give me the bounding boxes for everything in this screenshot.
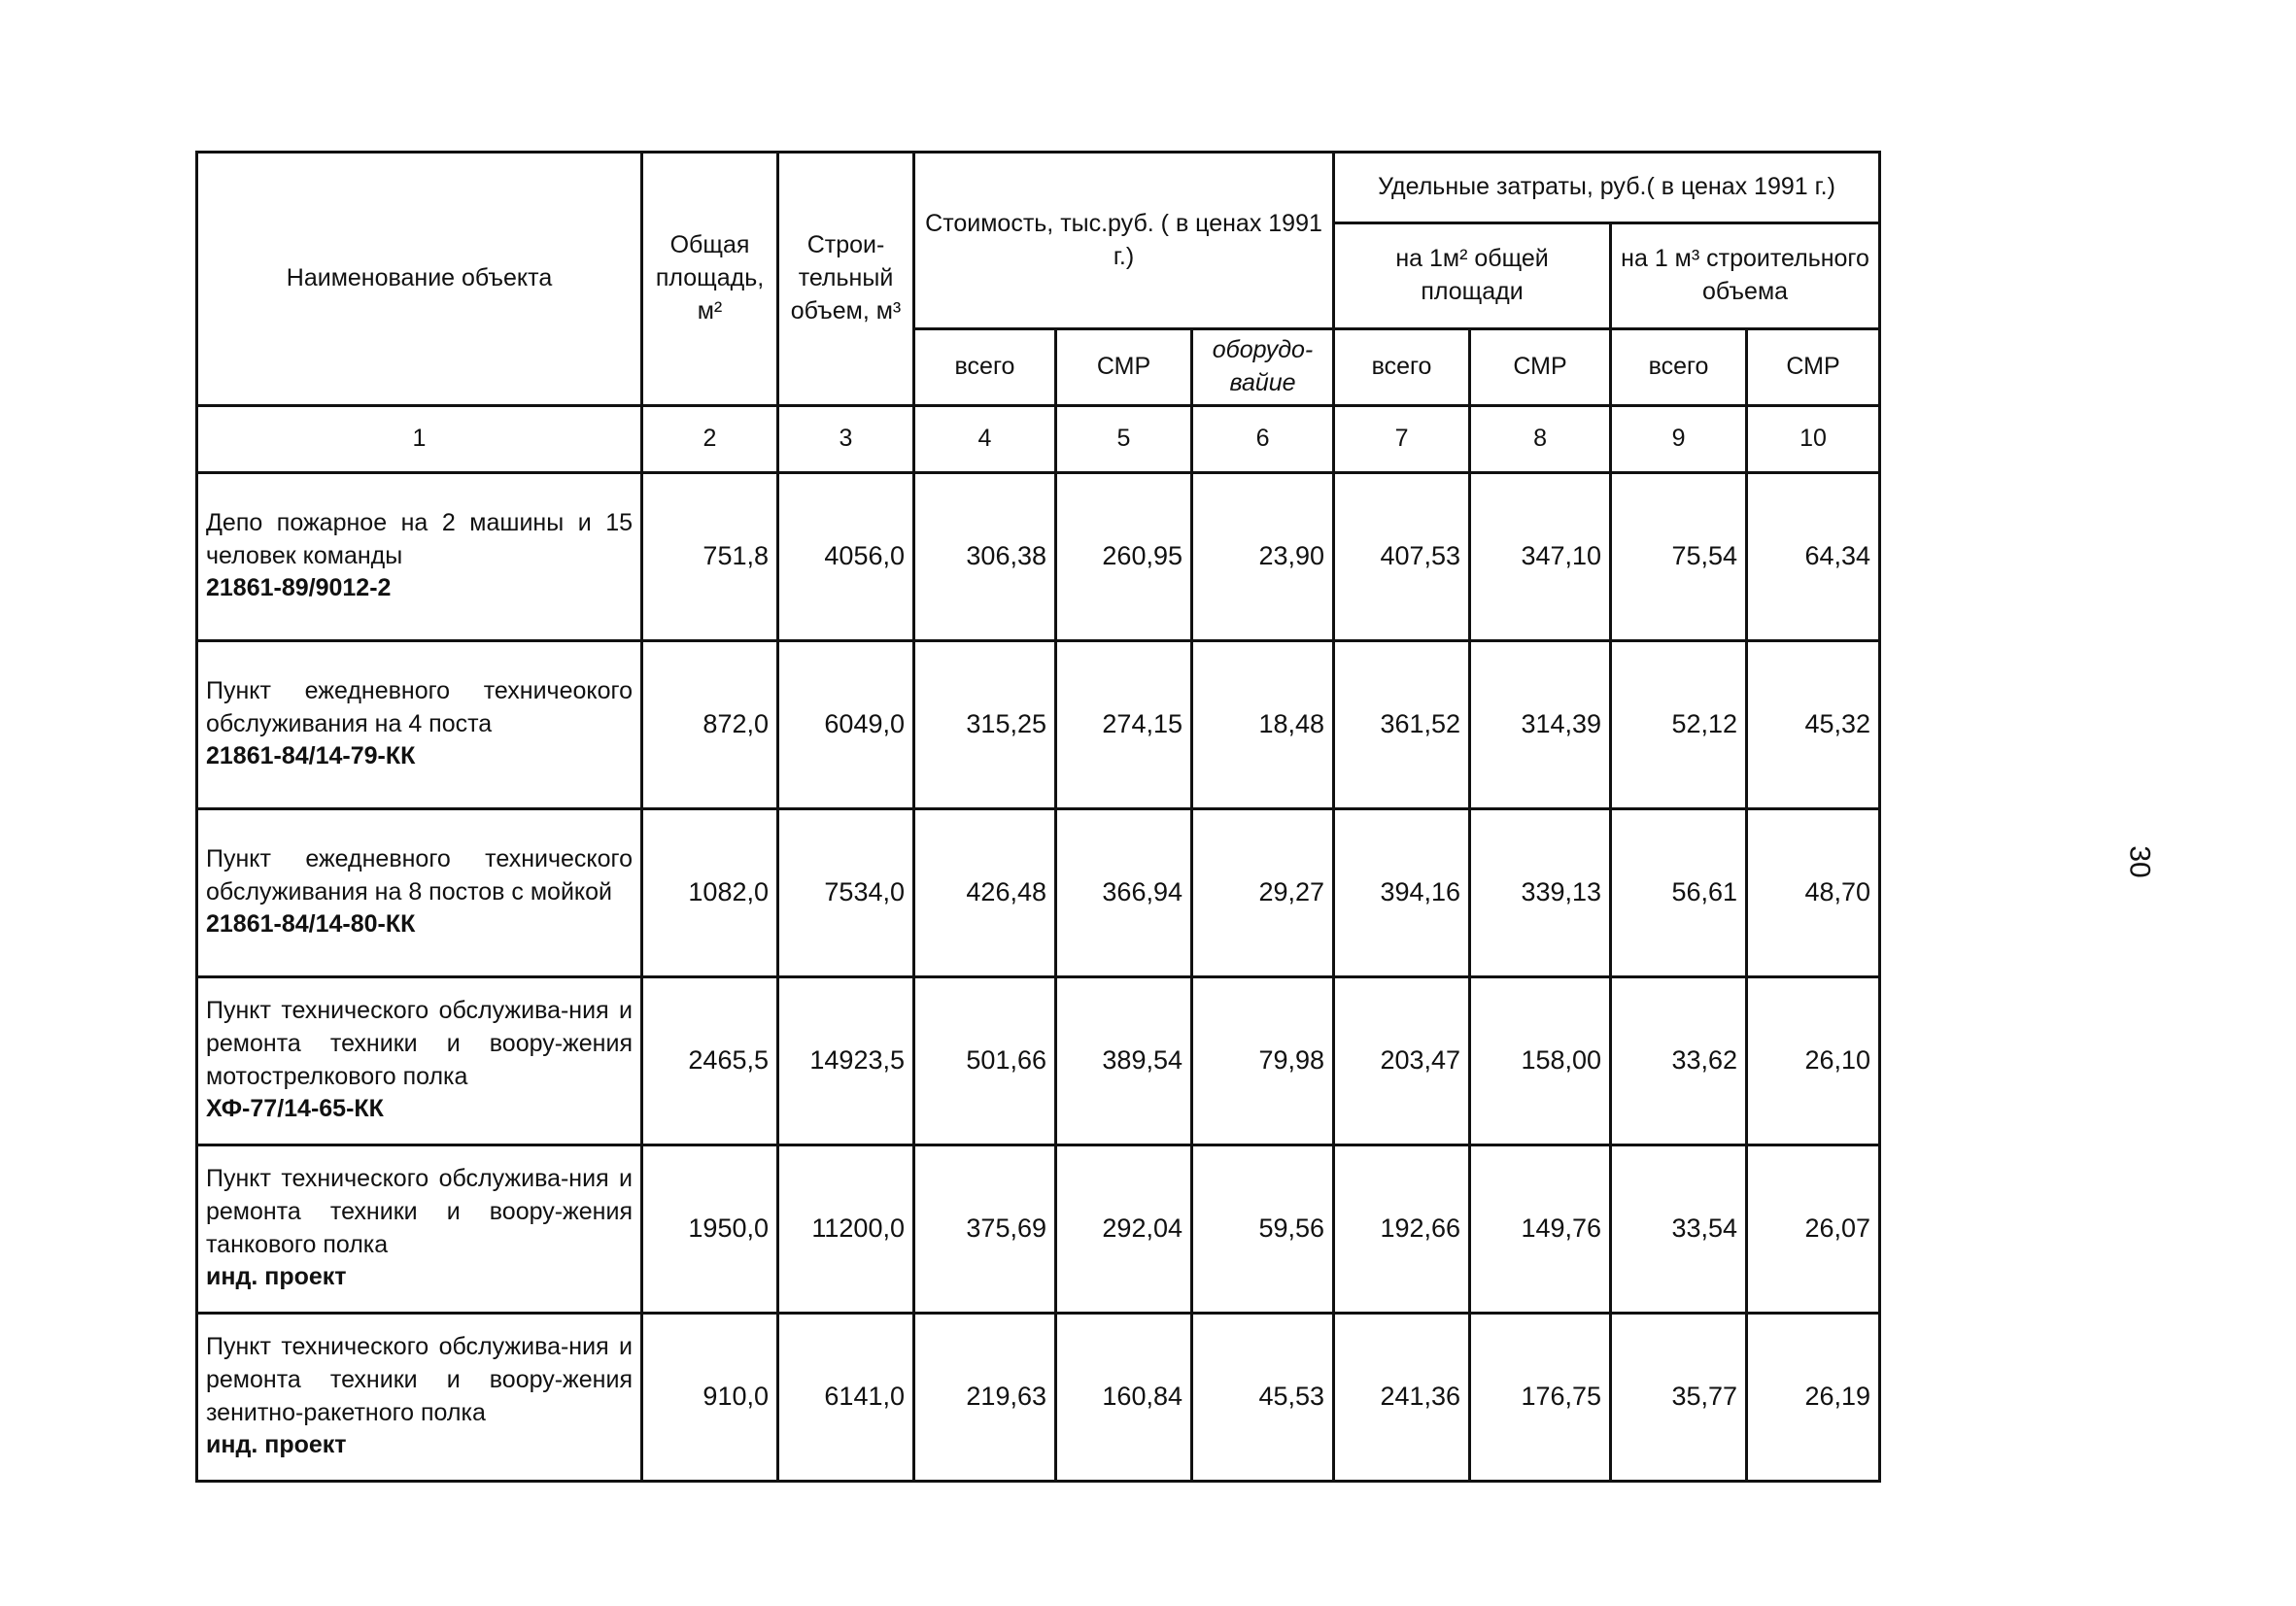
cell-m2-total: 203,47 bbox=[1334, 976, 1470, 1145]
page-number: 30 bbox=[2123, 845, 2156, 878]
cell-m3-smr: 48,70 bbox=[1747, 808, 1880, 976]
cell-cost-total: 306,38 bbox=[914, 472, 1056, 640]
object-code: 21861-84/14-80-КК bbox=[206, 910, 416, 939]
cell-volume: 11200,0 bbox=[778, 1145, 914, 1313]
cell-cost-total: 426,48 bbox=[914, 808, 1056, 976]
cell-area: 1082,0 bbox=[642, 808, 778, 976]
cell-cost-total: 375,69 bbox=[914, 1145, 1056, 1313]
object-name-cell bbox=[197, 640, 642, 808]
object-name-cell bbox=[197, 472, 642, 640]
cell-m3-smr: 26,07 bbox=[1747, 1145, 1880, 1313]
cell-cost-equipment: 23,90 bbox=[1192, 472, 1334, 640]
cell-cost-equipment: 45,53 bbox=[1192, 1313, 1334, 1481]
cell-cost-equipment: 79,98 bbox=[1192, 976, 1334, 1145]
header-cost-smr: СМР bbox=[1056, 329, 1192, 406]
cell-cost-total: 219,63 bbox=[914, 1313, 1056, 1481]
header-m2-total: всего bbox=[1334, 329, 1470, 406]
object-description: Пункт технического обслужива-ния и ремонта техники и воору-жения танкового полка bbox=[206, 1165, 633, 1258]
cost-table bbox=[195, 151, 1881, 1483]
object-code: инд. проект bbox=[206, 1263, 347, 1291]
cell-m2-total: 241,36 bbox=[1334, 1313, 1470, 1481]
cell-m2-total: 192,66 bbox=[1334, 1145, 1470, 1313]
cell-cost-smr: 160,84 bbox=[1056, 1313, 1192, 1481]
object-name-cell bbox=[197, 808, 642, 976]
table-row bbox=[197, 808, 1880, 976]
cell-m2-total: 361,52 bbox=[1334, 640, 1470, 808]
cell-m3-smr: 26,19 bbox=[1747, 1313, 1880, 1481]
table-row bbox=[197, 976, 1880, 1145]
header-per-m2: на 1м² общей площади bbox=[1334, 223, 1611, 329]
cell-area: 910,0 bbox=[642, 1313, 778, 1481]
cell-cost-equipment: 29,27 bbox=[1192, 808, 1334, 976]
object-name-cell bbox=[197, 1313, 642, 1481]
cell-m3-total: 75,54 bbox=[1611, 472, 1747, 640]
object-code: 21861-84/14-79-КК bbox=[206, 742, 416, 770]
cell-cost-equipment: 18,48 bbox=[1192, 640, 1334, 808]
header-row-1 bbox=[197, 153, 1880, 223]
cell-area: 1950,0 bbox=[642, 1145, 778, 1313]
column-number: 6 bbox=[1192, 405, 1334, 472]
cell-cost-total: 501,66 bbox=[914, 976, 1056, 1145]
header-name: Наименование объекта bbox=[197, 153, 642, 406]
cell-m3-smr: 64,34 bbox=[1747, 472, 1880, 640]
column-number: 9 bbox=[1611, 405, 1747, 472]
cell-m2-smr: 176,75 bbox=[1470, 1313, 1611, 1481]
column-number: 4 bbox=[914, 405, 1056, 472]
cell-m3-total: 56,61 bbox=[1611, 808, 1747, 976]
column-number-row bbox=[197, 405, 1880, 472]
cell-m2-total: 394,16 bbox=[1334, 808, 1470, 976]
cell-m2-smr: 158,00 bbox=[1470, 976, 1611, 1145]
column-number: 7 bbox=[1334, 405, 1470, 472]
column-number: 8 bbox=[1470, 405, 1611, 472]
header-m3-smr: СМР bbox=[1747, 329, 1880, 406]
column-number: 5 bbox=[1056, 405, 1192, 472]
object-name-cell bbox=[197, 976, 642, 1145]
cell-volume: 7534,0 bbox=[778, 808, 914, 976]
cell-m2-smr: 339,13 bbox=[1470, 808, 1611, 976]
cell-m3-total: 52,12 bbox=[1611, 640, 1747, 808]
header-per-m3: на 1 м³ строительного объема bbox=[1611, 223, 1880, 329]
object-name-cell bbox=[197, 1145, 642, 1313]
header-area: Общая площадь, м² bbox=[642, 153, 778, 406]
cell-cost-total: 315,25 bbox=[914, 640, 1056, 808]
cell-cost-smr: 292,04 bbox=[1056, 1145, 1192, 1313]
header-volume: Строи-тельный объем, м³ bbox=[778, 153, 914, 406]
object-description: Пункт технического обслужива-ния и ремонта техники и воору-жения зенитно-ракетного полка bbox=[206, 1333, 633, 1426]
cell-m2-total: 407,53 bbox=[1334, 472, 1470, 640]
header-cost-equipment: оборудо-вайие bbox=[1192, 329, 1334, 406]
object-description: Пункт ежедневного техничеокого обслуживания на 4 поста bbox=[206, 676, 633, 737]
column-number: 2 bbox=[642, 405, 778, 472]
object-description: Пункт технического обслужива-ния и ремонта техники и воору-жения мотострелкового полка bbox=[206, 997, 633, 1090]
cell-volume: 4056,0 bbox=[778, 472, 914, 640]
cell-m3-total: 33,62 bbox=[1611, 976, 1747, 1145]
header-cost-group: Стоимость, тыс.руб. ( в ценах 1991 г.) bbox=[914, 153, 1334, 329]
cell-cost-equipment: 59,56 bbox=[1192, 1145, 1334, 1313]
cell-cost-smr: 366,94 bbox=[1056, 808, 1192, 976]
cell-volume: 6141,0 bbox=[778, 1313, 914, 1481]
column-number: 10 bbox=[1747, 405, 1880, 472]
cell-cost-smr: 260,95 bbox=[1056, 472, 1192, 640]
cell-m3-total: 35,77 bbox=[1611, 1313, 1747, 1481]
object-code: ХФ-77/14-65-КК bbox=[206, 1095, 384, 1123]
object-description: Депо пожарное на 2 машины и 15 человек команды bbox=[206, 508, 633, 569]
cell-volume: 14923,5 bbox=[778, 976, 914, 1145]
cell-m2-smr: 149,76 bbox=[1470, 1145, 1611, 1313]
cell-m3-total: 33,54 bbox=[1611, 1145, 1747, 1313]
table-row bbox=[197, 640, 1880, 808]
cell-m3-smr: 26,10 bbox=[1747, 976, 1880, 1145]
header-m3-total: всего bbox=[1611, 329, 1747, 406]
column-number: 1 bbox=[197, 405, 642, 472]
table-row bbox=[197, 1313, 1880, 1481]
cell-cost-smr: 389,54 bbox=[1056, 976, 1192, 1145]
cell-area: 2465,5 bbox=[642, 976, 778, 1145]
cell-area: 751,8 bbox=[642, 472, 778, 640]
cell-volume: 6049,0 bbox=[778, 640, 914, 808]
object-code: инд. проект bbox=[206, 1431, 347, 1459]
cell-m2-smr: 347,10 bbox=[1470, 472, 1611, 640]
column-number: 3 bbox=[778, 405, 914, 472]
table-row bbox=[197, 1145, 1880, 1313]
cell-m3-smr: 45,32 bbox=[1747, 640, 1880, 808]
header-cost-total: всего bbox=[914, 329, 1056, 406]
cell-cost-smr: 274,15 bbox=[1056, 640, 1192, 808]
object-description: Пункт ежедневного технического обслуживания на 8 постов с мойкой bbox=[206, 844, 633, 906]
data-rows bbox=[197, 472, 1880, 1481]
object-code: 21861-89/9012-2 bbox=[206, 574, 392, 602]
header-m2-smr: СМР bbox=[1470, 329, 1611, 406]
header-specific-group: Удельные затраты, руб.( в ценах 1991 г.) bbox=[1334, 153, 1880, 223]
table-row bbox=[197, 472, 1880, 640]
cell-area: 872,0 bbox=[642, 640, 778, 808]
cell-m2-smr: 314,39 bbox=[1470, 640, 1611, 808]
